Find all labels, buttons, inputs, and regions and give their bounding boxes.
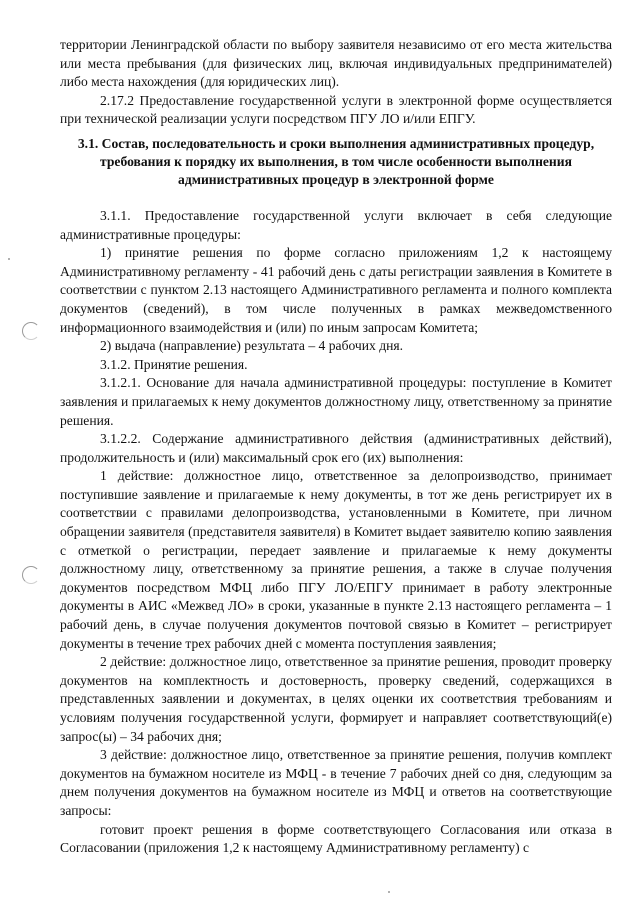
paragraph: 3.1.2. Принятие решения. [100,356,248,372]
paragraph: 1 действие: должностное лицо, ответственное за делопроизводство, принимает поступившие заявление и прилагаемые к нему документы, в тот же день регистрирует их в соответствии с правилами делопроизводства, установленными в Комитете, при личном обращении заявителя (представителя заявителя) в Комитет выдает заявителю копию заявления с отметкой о регистрации, передает заявление и прилагаемые к нему документы должностному лицу, ответственному за принятие решения, а также в случае получения документов посредством МФЦ либо ПГУ ЛО/ЕПГУ принимает в работу электронные документы в АИС «Межвед ЛО» в сроки, указанные в пункте 2.13 настоящего регламента – 1 рабочий день, в случае получения документов почтовой связью в Комитет – регистрирует документы в течение трех рабочих дней с момента поступления заявления; [60,468,612,651]
scan-speck [388,891,390,893]
paragraph: 1) принятие решения по форме согласно приложениям 1,2 к настоящему Административному регламенту - 41 рабочий день с даты регистрации заявления в Комитете в соответствии с пунктом 2.13 настоящего Административного регламента и полного комплекта документов (сведений), в том числе полученных в рамках межведомственного информационного взаимодействия и (или) по иным запросам Комитета; [60,245,612,335]
document-body [60,36,612,858]
paragraph: территории Ленинградской области по выбору заявителя независимо от его места жительства или места пребывания (для физических лиц, включая индивидуальных предпринимателей) либо места нахождения (для юридических лиц). [60,37,612,90]
section-heading: 3.1. Состав, последовательность и сроки выполнения административных процедур, требования к порядку их выполнения, в том числе особенности выполнения административных процедур в электронной форме [77,135,595,187]
scan-speck [8,258,10,260]
paragraph: 2) выдача (направление) результата – 4 рабочих дня. [100,338,404,354]
paragraph: готовит проект решения в форме соответствующего Согласования или отказа в Согласовании (приложения 1,2 к настоящему Административному регламенту) с [60,821,612,856]
punch-hole-mark [22,566,40,584]
punch-hole-mark [22,322,40,340]
paragraph: 3.1.1. Предоставление государственной услуги включает в себя следующие административные процедуры: [60,207,612,242]
paragraph: 3.1.2.1. Основание для начала административной процедуры: поступление в Комитет заявления и прилагаемых к нему документов должностному лицу, ответственному за принятие решения. [60,375,612,428]
paragraph: 2.17.2 Предоставление государственной услуги в электронной форме осуществляется при технической реализации услуги посредством ПГУ ЛО и/или ЕПГУ. [60,92,612,127]
paragraph: 2 действие: должностное лицо, ответственное за принятие решения, проводит проверку документов на комплектность и достоверность, проверку сведений, содержащихся в представленных заявлении и документах, в целях оценки их соответствия требованиям и условиям получения государственной услуги, формирует и направляет соответствующий(е) запрос(ы) – 34 рабочих дня; [60,654,612,744]
paragraph: 3.1.2.2. Содержание административного действия (административных действий), продолжительность и (или) максимальный срок его (их) выполнения: [60,431,612,465]
paragraph: 3 действие: должностное лицо, ответственное за принятие решения, получив комплект документов на бумажном носителе из МФЦ - в течение 7 рабочих дней со дня, следующим за днем получения документов на бумажном носителе из МФЦ и ответов на соответствующие запросы: [60,747,612,818]
